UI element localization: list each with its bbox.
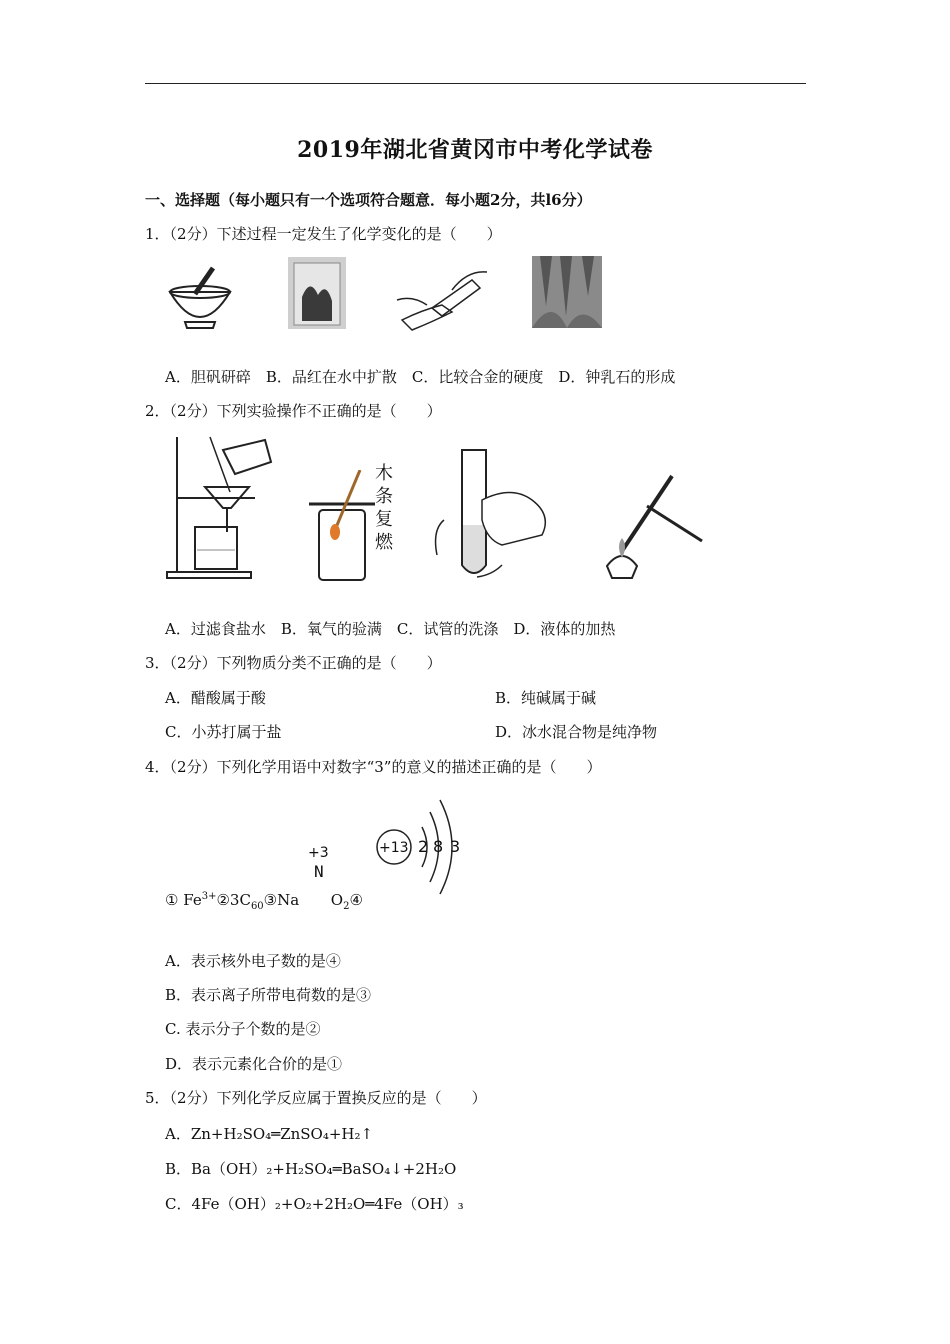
n-valence-charge: +3 <box>308 845 329 861</box>
q4-option-a: A．表示核外电子数的是④ <box>165 952 341 970</box>
wood-splint-label: 木 条 复 燃 <box>375 463 393 553</box>
header-rule <box>145 83 806 84</box>
atom-nucleus-label: +13 <box>379 840 409 856</box>
q4-symbols-line <box>165 887 363 917</box>
symbol-circle-4: ④ <box>349 891 363 909</box>
c60-symbol: 3C <box>229 891 251 909</box>
q1-options: A．胆矾研碎 B．品红在水中扩散 C．比较合金的硬度 D．钟乳石的形成 <box>165 368 676 386</box>
filtration-figure <box>165 432 280 582</box>
q3-stem: 3．（2分）下列物质分类不正确的是（ ） <box>145 654 442 672</box>
atom-shell-2: 8 <box>433 837 444 856</box>
stalactite-photo-figure <box>532 256 602 328</box>
na-symbol: Na <box>277 891 300 909</box>
q5-option-b: B．Ba（OH）₂+H₂SO₄═BaSO₄↓+2H₂O <box>165 1160 457 1178</box>
o2-symbol: O <box>330 891 344 909</box>
atom-shell-3: 3 <box>450 837 461 856</box>
q5-option-a: A．Zn+H₂SO₄═ZnSO₄+H₂↑ <box>165 1125 374 1143</box>
liquid-heating-figure <box>592 466 710 584</box>
symbol-circle-1: ① <box>165 891 179 909</box>
q4-option-d: D．表示元素化合价的是① <box>165 1055 343 1073</box>
q4-option-c: C. 表示分子个数的是② <box>165 1020 321 1038</box>
o2-subscript: 2 <box>343 901 350 912</box>
q3-option-c: C．小苏打属于盐 <box>165 723 282 741</box>
q4-stem: 4．（2分）下列化学用语中对数字“3”的意义的描述正确的是（ ） <box>145 758 602 776</box>
q4-option-b: B．表示离子所带电荷数的是③ <box>165 986 372 1004</box>
mortar-figure <box>165 262 235 332</box>
test-tube-wash-figure <box>432 445 567 585</box>
alloy-scratch-figure <box>392 260 492 335</box>
c60-subscript: 60 <box>250 901 264 912</box>
n-symbol: N <box>314 862 324 881</box>
atom-shell-1: 2 <box>418 837 429 856</box>
q5-option-c: C．4Fe（OH）₂+O₂+2H₂O═4Fe（OH）₃ <box>165 1195 464 1213</box>
beaker-photo-figure <box>288 257 346 329</box>
fe-symbol: Fe <box>183 891 202 909</box>
q3-option-b: B．纯碱属于碱 <box>495 689 597 707</box>
q3-option-a: A．醋酸属于酸 <box>165 689 266 707</box>
q1-stem: 1．（2分）下述过程一定发生了化学变化的是（ ） <box>145 225 502 243</box>
q3-option-d: D．冰水混合物是纯净物 <box>495 723 658 741</box>
oxygen-test-figure <box>305 470 375 582</box>
section-heading: 一、选择题（每小题只有一个选项符合题意．每小题2分，共l6分） <box>145 191 592 209</box>
page-title: 2019年湖北省黄冈市中考化学试卷 <box>297 137 653 163</box>
q5-stem: 5．（2分）下列化学反应属于置换反应的是（ ） <box>145 1089 487 1107</box>
fe-charge: 3+ <box>201 891 217 902</box>
symbol-circle-2: ② <box>216 891 230 909</box>
q2-stem: 2．（2分）下列实验操作不正确的是（ ） <box>145 402 442 420</box>
q2-options: A．过滤食盐水 B．氧气的验满 C．试管的洗涤 D．液体的加热 <box>165 620 616 638</box>
symbol-circle-3: ③ <box>263 891 278 909</box>
